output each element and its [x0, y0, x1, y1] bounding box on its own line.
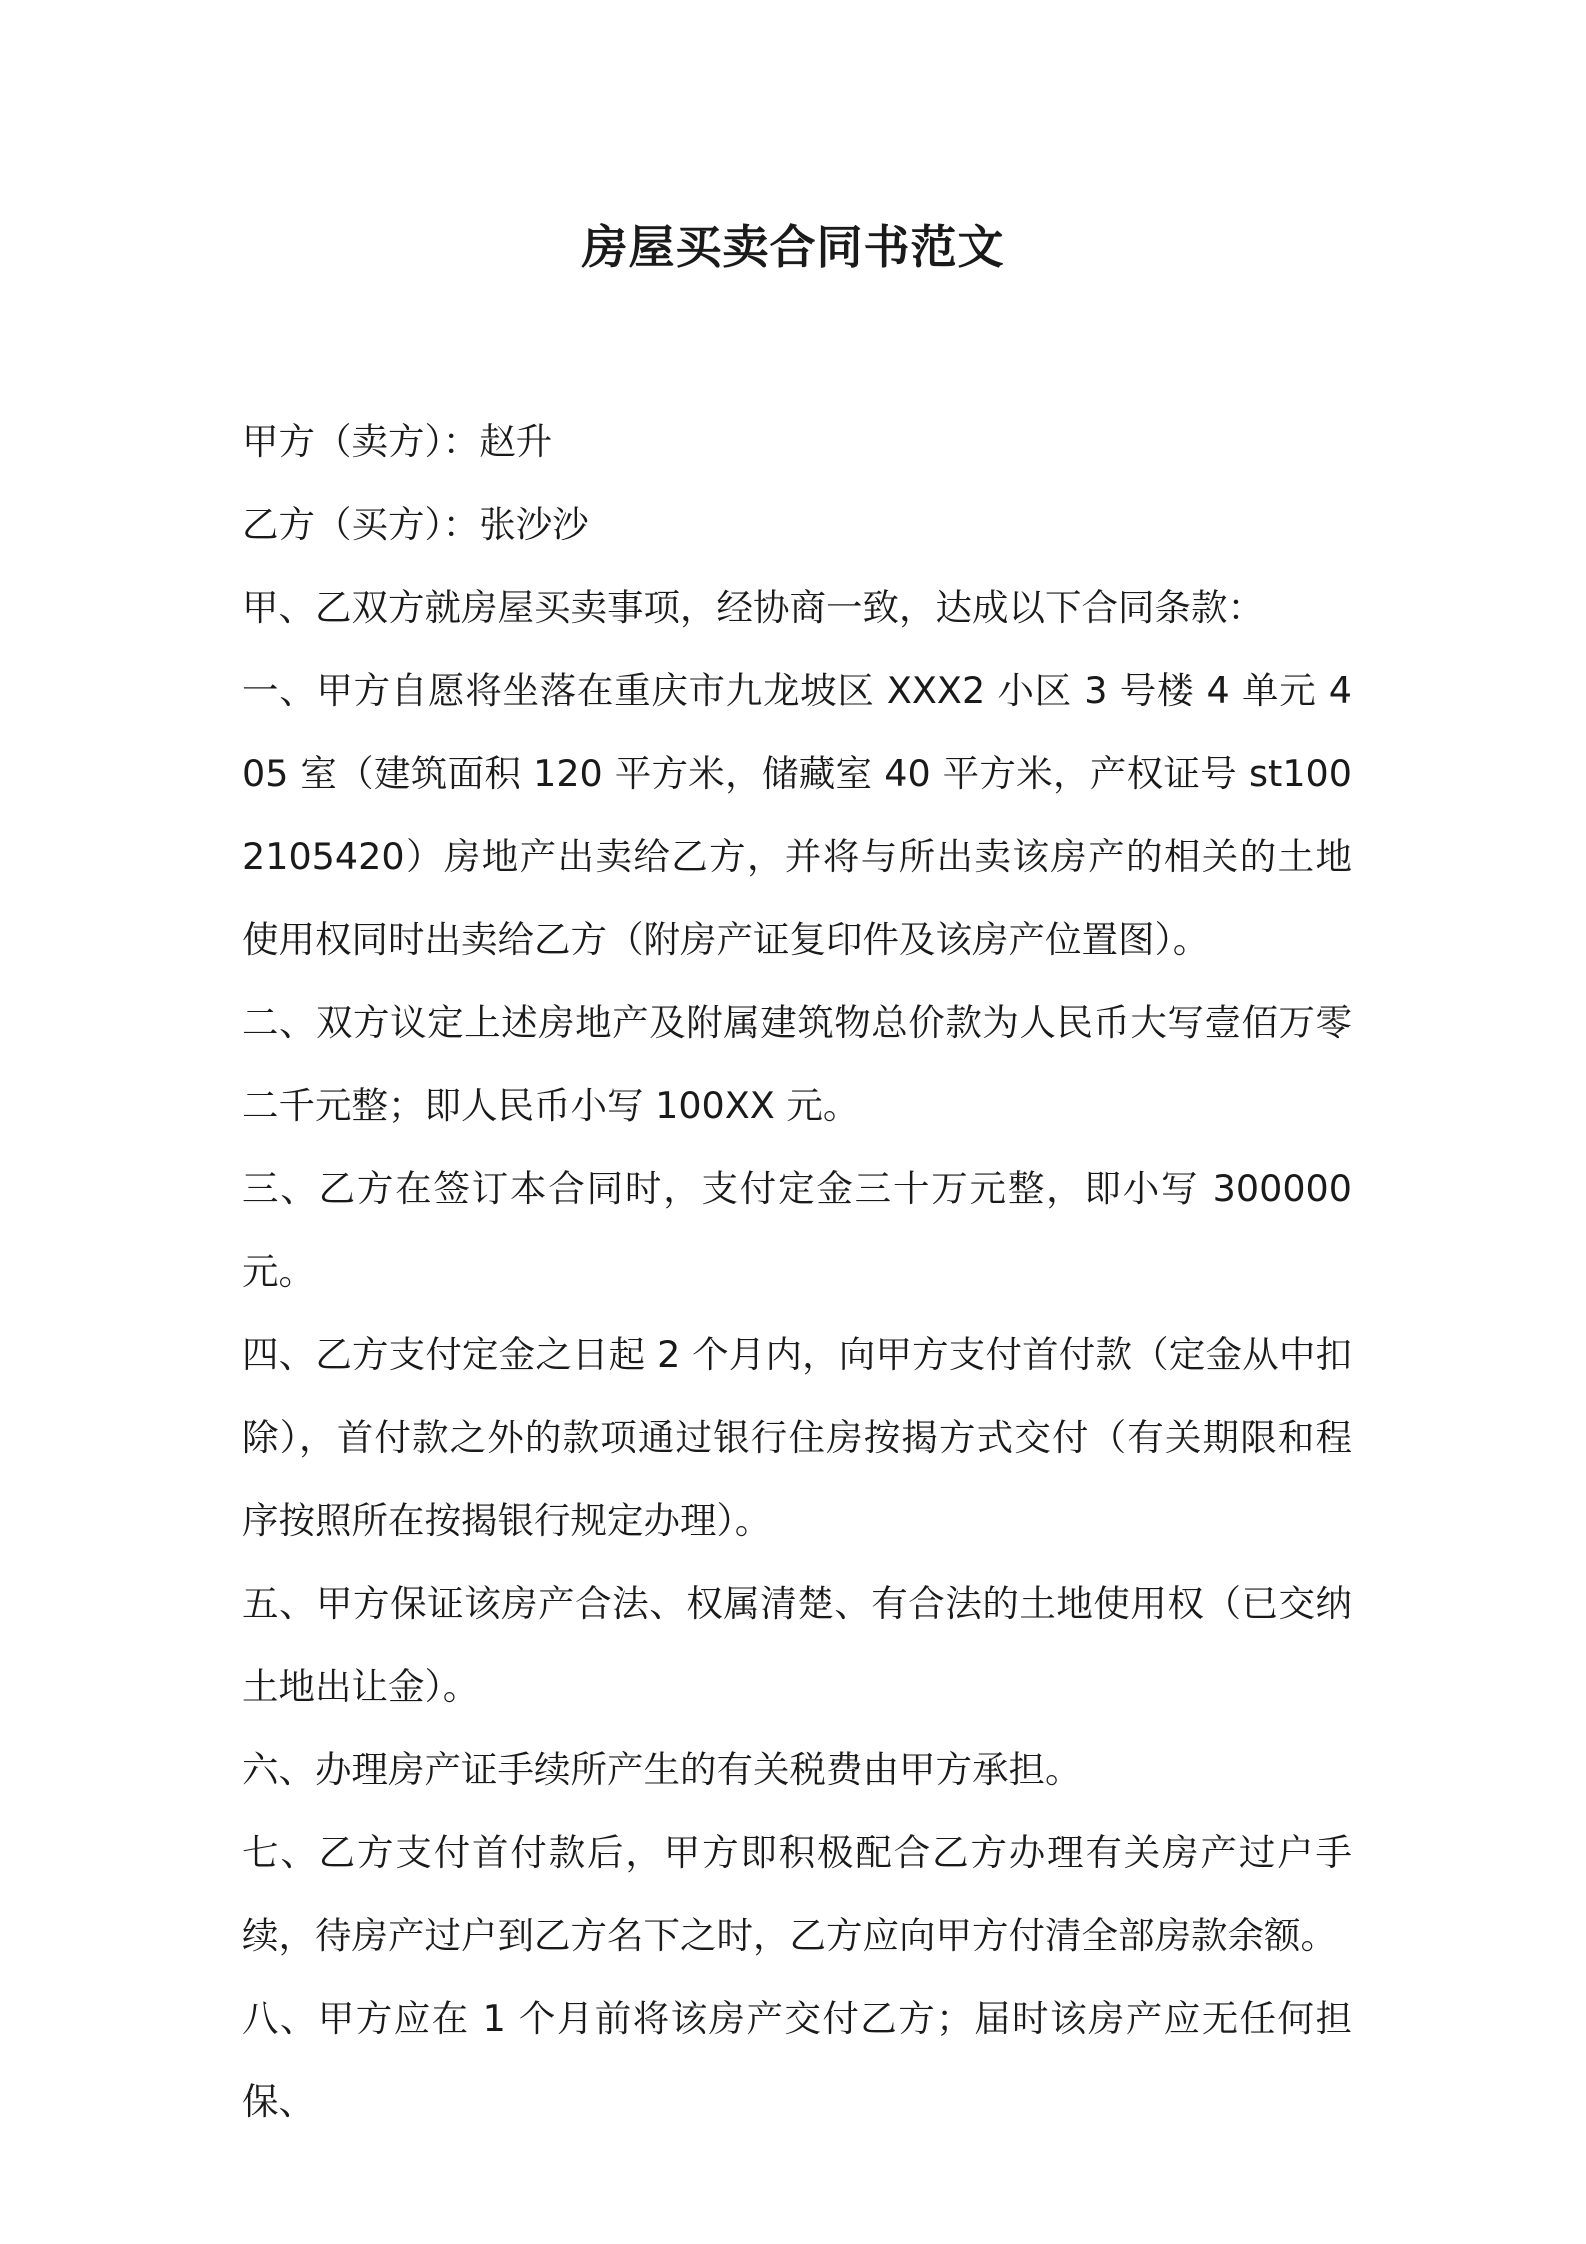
clause-6: 六、办理房产证手续所产生的有关税费由甲方承担。	[242, 1748, 1082, 1791]
clause-2: 二、双方议定上述房地产及附属建筑物总价款为人民币大写壹佰万零二千元整；即人民币小写 100XX 元。	[242, 1001, 1352, 1127]
clause-5: 五、甲方保证该房产合法、权属清楚、有合法的土地使用权（已交纳土地出让金）。	[242, 1582, 1352, 1708]
clause-7: 七、乙方支付首付款后，甲方即积极配合乙方办理有关房产过户手续，待房产过户到乙方名下之时，乙方应向甲方付清全部房款余额。	[242, 1831, 1352, 1957]
party-a-line: 甲方（卖方）：赵升	[242, 420, 553, 463]
clause-1: 一、甲方自愿将坐落在重庆市九龙坡区 XXX2 小区 3 号楼 4 单元 405 室（建筑面积 120 平方米，储藏室 40 平方米，产权证号 st1002105420）房地产出卖给乙方，并将与所出卖该房产的相关的土地使用权同时出卖给乙方（附房产证复印件及该房产位置图）。	[242, 669, 1352, 961]
clause-8: 八、甲方应在 1 个月前将该房产交付乙方；届时该房产应无任何担保、	[242, 1997, 1352, 2123]
document-title: 房屋买卖合同书范文	[581, 220, 1005, 274]
clause-4: 四、乙方支付定金之日起 2 个月内，向甲方支付首付款（定金从中扣除），首付款之外的款项通过银行住房按揭方式交付（有关期限和程序按照所在按揭银行规定办理）。	[242, 1333, 1352, 1542]
agreement-intro: 甲、乙双方就房屋买卖事项，经协商一致，达成以下合同条款：	[242, 586, 1264, 629]
party-b-line: 乙方（买方）：张沙沙	[242, 503, 589, 546]
document-body	[242, 400, 1352, 2143]
clause-3: 三、乙方在签订本合同时，支付定金三十万元整，即小写 300000 元。	[242, 1167, 1352, 1293]
